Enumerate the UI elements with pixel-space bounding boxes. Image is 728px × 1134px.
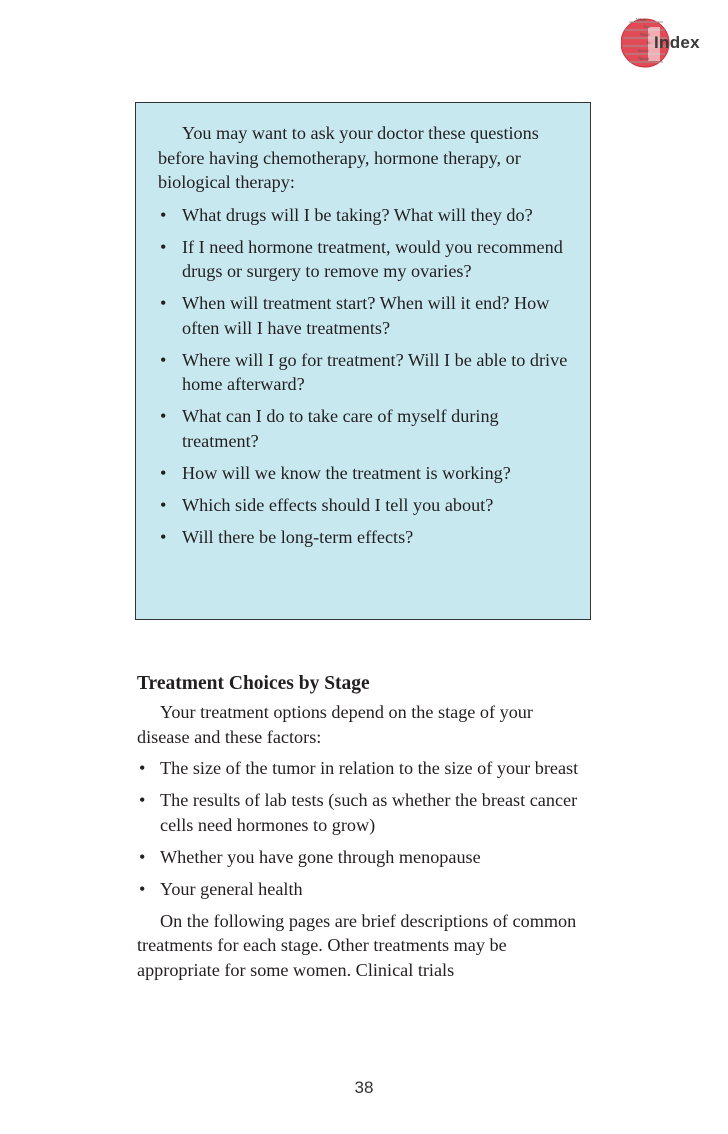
bullet-icon: • bbox=[160, 462, 167, 483]
list-item bbox=[158, 525, 578, 550]
questions-list bbox=[158, 203, 578, 550]
list-item bbox=[137, 845, 582, 870]
questions-intro: You may want to ask your doctor these questions before having chemotherapy, hormone therapy, or biological therapy: bbox=[158, 123, 539, 192]
factor-text: The size of the tumor in relation to the size of your breast bbox=[160, 758, 579, 778]
index-label[interactable]: Index bbox=[654, 33, 700, 52]
question-text: Which side effects should I tell you about? bbox=[182, 494, 494, 515]
question-text: When will treatment start? When will it end? How often will I have treatments? bbox=[182, 293, 550, 338]
bullet-icon: • bbox=[160, 204, 167, 225]
factor-text: Whether you have gone through menopause bbox=[160, 846, 481, 867]
logo-word: About bbox=[638, 56, 650, 61]
question-text: What can I do to take care of myself during treatment? bbox=[182, 406, 499, 451]
logo-word: To bbox=[646, 40, 651, 45]
question-text: Will there be long-term effects? bbox=[182, 526, 414, 547]
questions-content bbox=[158, 121, 578, 557]
question-text: What drugs will I be taking? What will they do? bbox=[182, 204, 533, 225]
list-item bbox=[158, 404, 578, 453]
section-heading: Treatment Choices by Stage bbox=[137, 673, 370, 694]
bullet-icon: • bbox=[139, 758, 146, 778]
list-item bbox=[158, 235, 578, 284]
bullet-icon: • bbox=[160, 526, 167, 547]
bullet-icon: • bbox=[139, 878, 146, 899]
logo-word: Know bbox=[638, 48, 649, 53]
logo-word: You bbox=[643, 24, 651, 29]
question-text: Where will I go for treatment? Will I be able to drive home afterward? bbox=[182, 349, 568, 394]
bullet-icon: • bbox=[160, 406, 167, 426]
list-item bbox=[158, 493, 578, 518]
list-item bbox=[158, 461, 578, 486]
factors-list bbox=[137, 756, 582, 901]
list-item bbox=[137, 788, 582, 837]
bullet-icon: • bbox=[160, 349, 167, 370]
bullet-icon: • bbox=[160, 293, 167, 313]
factor-text: Your general health bbox=[160, 878, 303, 899]
page-number: 38 bbox=[354, 1078, 374, 1097]
factor-text: The results of lab tests (such as whether the breast cancer cells need hormones to grow) bbox=[160, 790, 578, 835]
list-item bbox=[158, 348, 578, 397]
list-item bbox=[137, 756, 582, 781]
question-text: How will we know the treatment is working? bbox=[182, 462, 511, 483]
section-closing: On the following pages are brief descriptions of common treatments for each stage. Other treatments may be appropriate for some women. Clinical trials bbox=[137, 910, 577, 980]
questions-callout-box bbox=[135, 102, 591, 620]
question-text: If I need hormone treatment, would you recommend drugs or surgery to remove my ovaries? bbox=[182, 236, 563, 281]
bullet-icon: • bbox=[160, 236, 167, 257]
bullet-icon: • bbox=[160, 494, 167, 515]
logo-word: Need bbox=[640, 32, 650, 37]
list-item bbox=[137, 877, 582, 902]
bullet-icon: • bbox=[139, 790, 146, 810]
treatment-choices-section bbox=[137, 670, 582, 989]
bullet-icon: • bbox=[139, 846, 146, 867]
section-intro: Your treatment options depend on the stage of your disease and these factors: bbox=[137, 702, 533, 747]
logo-word: What bbox=[636, 17, 646, 22]
index-tab-link[interactable] bbox=[621, 14, 725, 72]
list-item bbox=[158, 203, 578, 228]
list-item bbox=[158, 291, 578, 340]
